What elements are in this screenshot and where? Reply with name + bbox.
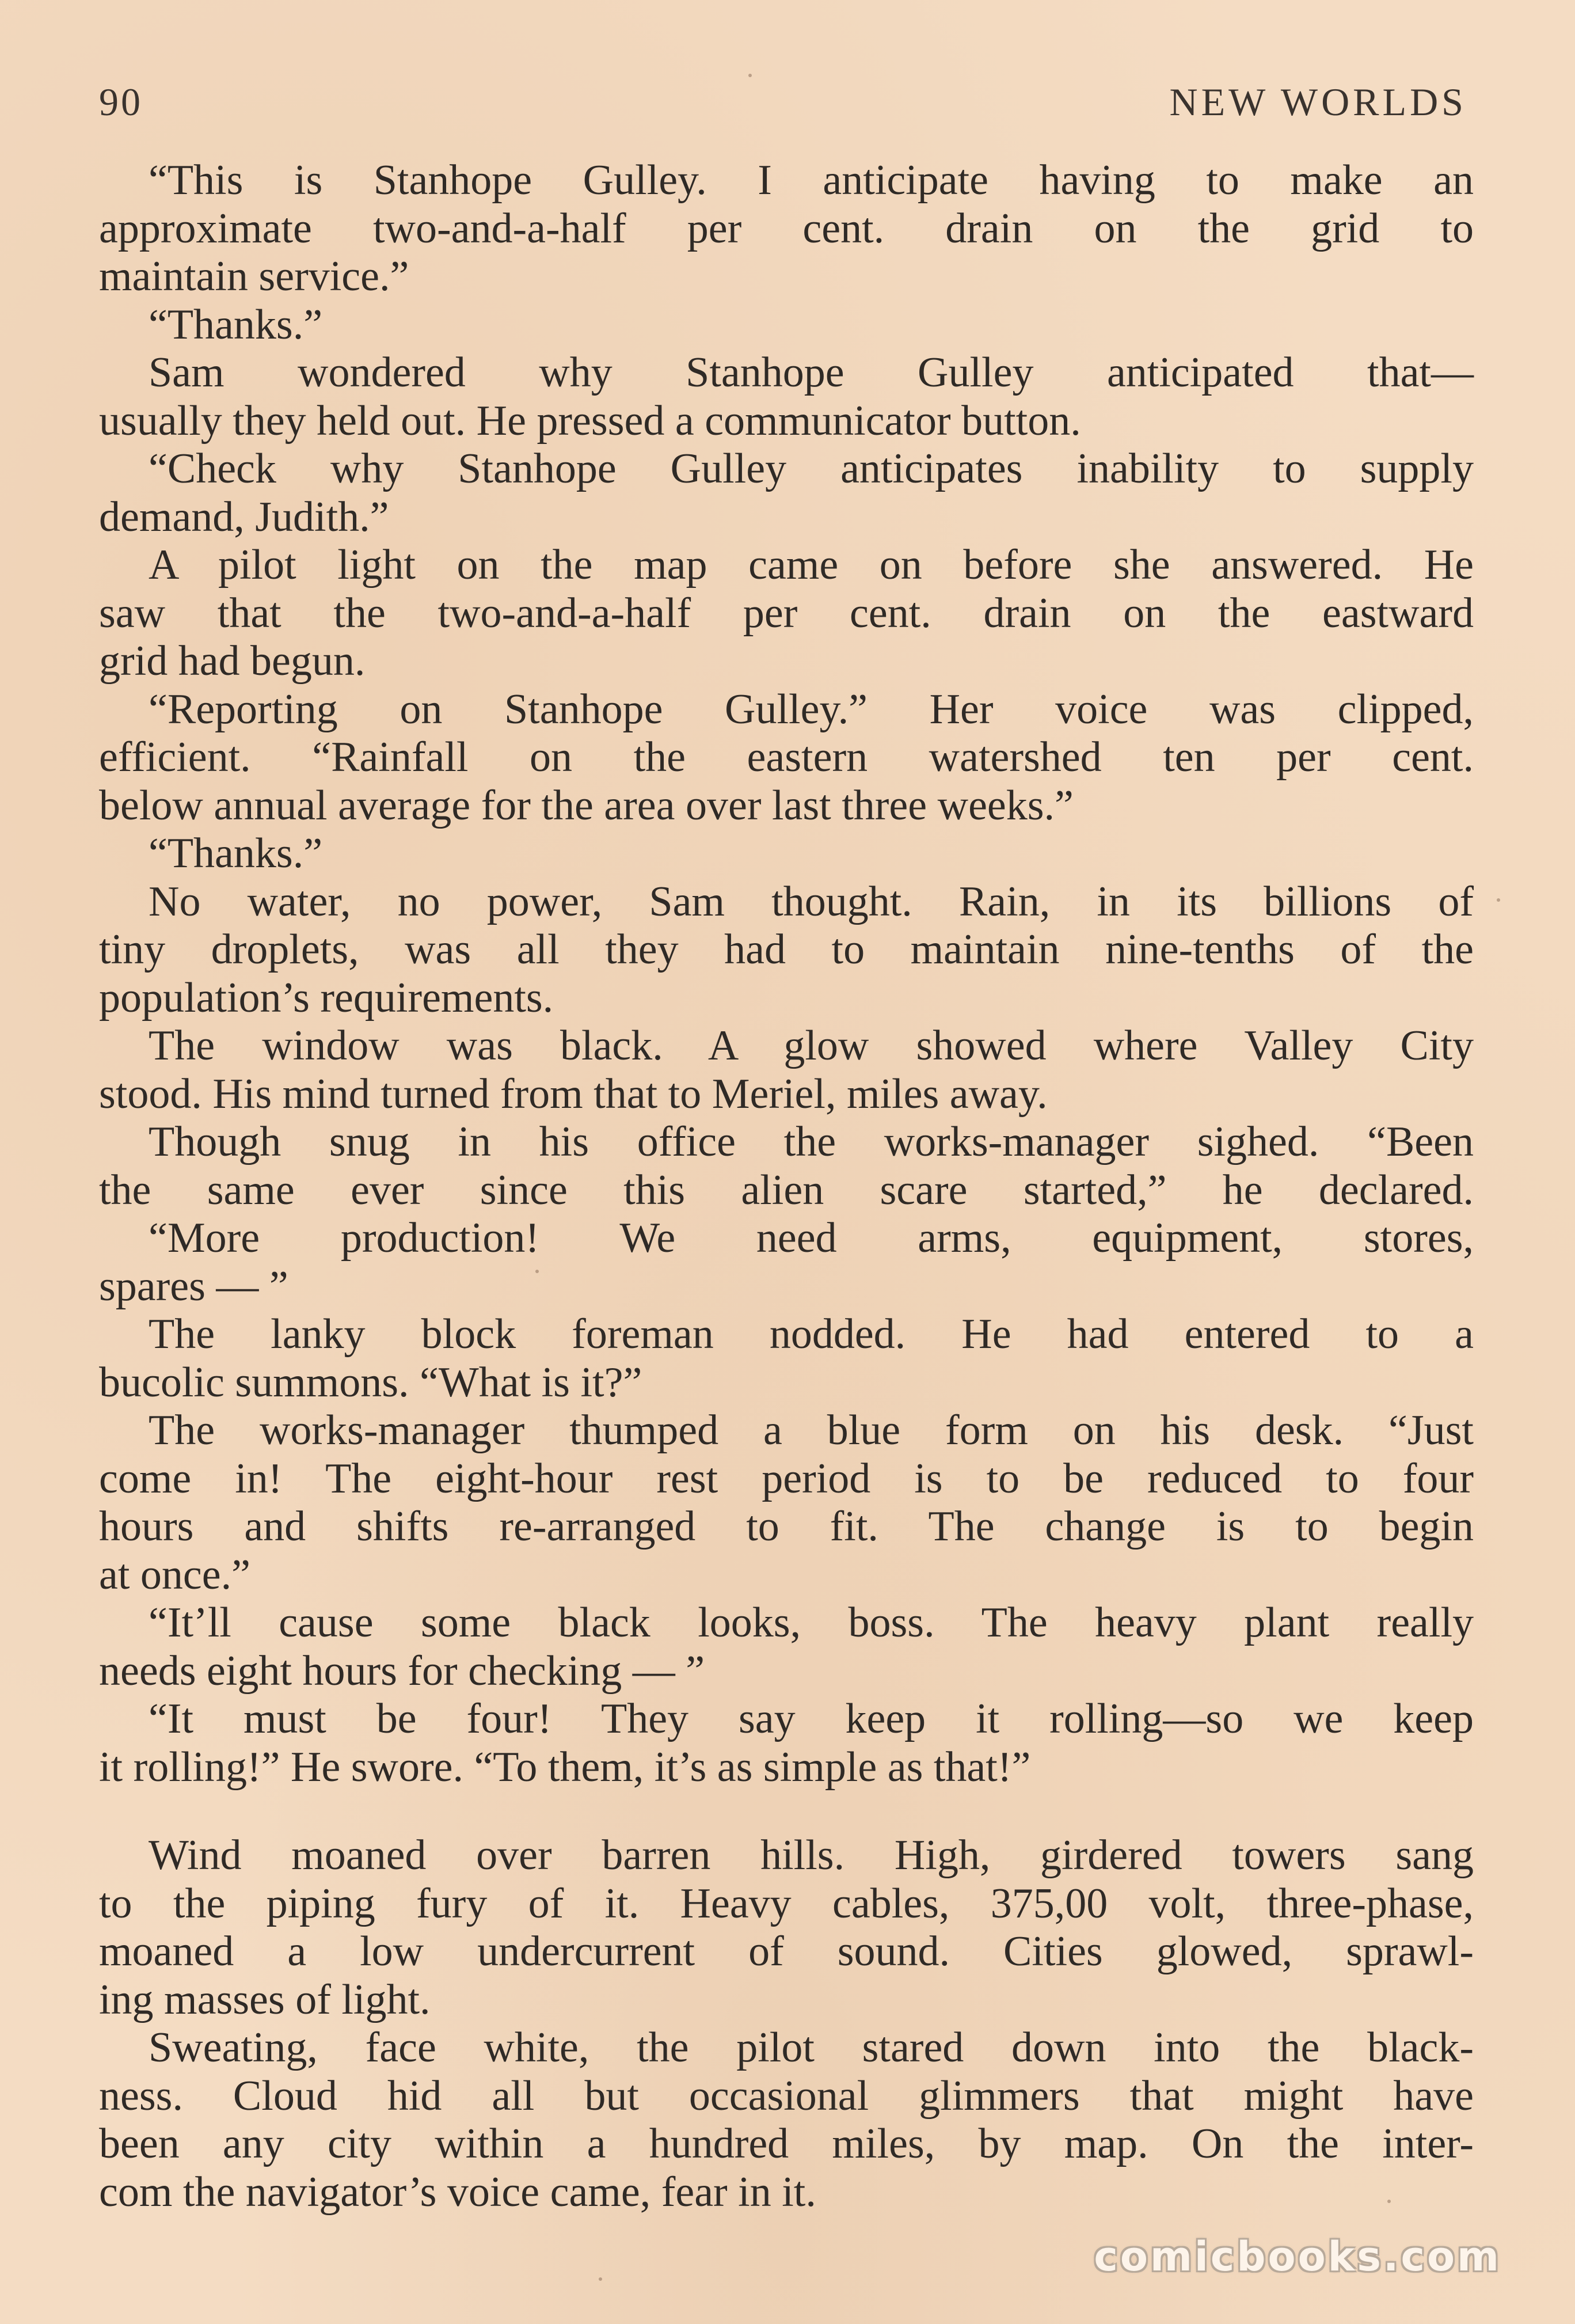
text-line: “Reporting on Stanhope Gulley.” Her voice was clipped, (149, 685, 1474, 733)
text-line: “Check why Stanhope Gulley anticipates inability to supply (149, 445, 1474, 492)
text-line: been any city within a hundred miles, by map. On the inter- (99, 2120, 1474, 2167)
text-line: The lanky block foreman nodded. He had entered to a (149, 1311, 1474, 1358)
running-title: NEW WORLDS (1169, 80, 1467, 124)
text-line: “Thanks.” (149, 830, 323, 877)
text-line: ing masses of light. (99, 1976, 431, 2023)
text-line: at once.” (99, 1551, 250, 1598)
text-line: “More production! We need arms, equipment, stores, (149, 1214, 1474, 1262)
text-line: hours and shifts re-arranged to fit. The change is to begin (99, 1503, 1474, 1550)
text-line: saw that the two-and-a-half per cent. drain on the eastward (99, 589, 1474, 637)
text-line: needs eight hours for checking — ” (99, 1647, 705, 1695)
paper-speck (1497, 898, 1500, 902)
text-line: grid had begun. (99, 637, 366, 685)
text-line: Wind moaned over barren hills. High, girdered towers sang (149, 1832, 1474, 1879)
text-line: tiny droplets, was all they had to maintain nine-tenths of the (99, 926, 1474, 973)
text-line: “Thanks.” (149, 301, 323, 348)
text-line: bucolic summons. “What is it?” (99, 1358, 642, 1406)
watermark: comicbooks.com (1094, 2233, 1501, 2280)
text-line: “It must be four! They say keep it rolling—so we keep (149, 1695, 1474, 1742)
paper-speck (599, 2277, 602, 2281)
text-line: moaned a low undercurrent of sound. Cities glowed, sprawl- (99, 1928, 1474, 1975)
text-line: Sam wondered why Stanhope Gulley anticipated that— (149, 349, 1474, 396)
text-line: “It’ll cause some black looks, boss. The heavy plant really (149, 1599, 1474, 1646)
text-line: population’s requirements. (99, 974, 554, 1022)
running-header (99, 79, 1467, 137)
body-text-section-2 (99, 1832, 1474, 2216)
text-line: to the piping fury of it. Heavy cables, 375,00 volt, three-phase, (99, 1879, 1474, 1927)
text-line: A pilot light on the map came on before she answered. He (149, 541, 1474, 588)
page-number: 90 (99, 80, 143, 124)
text-line: The works-manager thumped a blue form on his desk. “Just (149, 1407, 1474, 1454)
text-line: usually they held out. He pressed a communicator button. (99, 397, 1081, 445)
paper-speck (1387, 2200, 1391, 2203)
text-line: the same ever since this alien scare started,” he declared. (99, 1166, 1474, 1214)
text-line: approximate two-and-a-half per cent. drain on the grid to (99, 204, 1474, 252)
paper-speck (535, 1270, 539, 1273)
text-line: stood. His mind turned from that to Meriel, miles away. (99, 1070, 1048, 1118)
text-line: The window was black. A glow showed where Valley City (149, 1022, 1474, 1069)
text-line: No water, no power, Sam thought. Rain, in its billions of (149, 878, 1474, 925)
text-line: ness. Cloud hid all but occasional glimmers that might have (99, 2072, 1474, 2120)
text-line: spares — ” (99, 1262, 288, 1310)
text-line: Sweating, face white, the pilot stared down into the black- (149, 2024, 1474, 2071)
text-line: demand, Judith.” (99, 493, 389, 541)
text-line: come in! The eight-hour rest period is to be reduced to four (99, 1455, 1474, 1502)
paper-speck (748, 74, 752, 77)
text-line: com the navigator’s voice came, fear in it. (99, 2168, 816, 2216)
text-line: Though snug in his office the works-manager sighed. “Been (149, 1118, 1474, 1165)
text-line: efficient. “Rainfall on the eastern watershed ten per cent. (99, 734, 1474, 781)
text-line: “This is Stanhope Gulley. I anticipate having to make an (149, 157, 1474, 204)
text-line: it rolling!” He swore. “To them, it’s as simple as that!” (99, 1743, 1031, 1791)
text-line: maintain service.” (99, 253, 409, 300)
body-text-section-1 (99, 157, 1474, 1791)
text-line: below annual average for the area over last three weeks.” (99, 781, 1074, 829)
